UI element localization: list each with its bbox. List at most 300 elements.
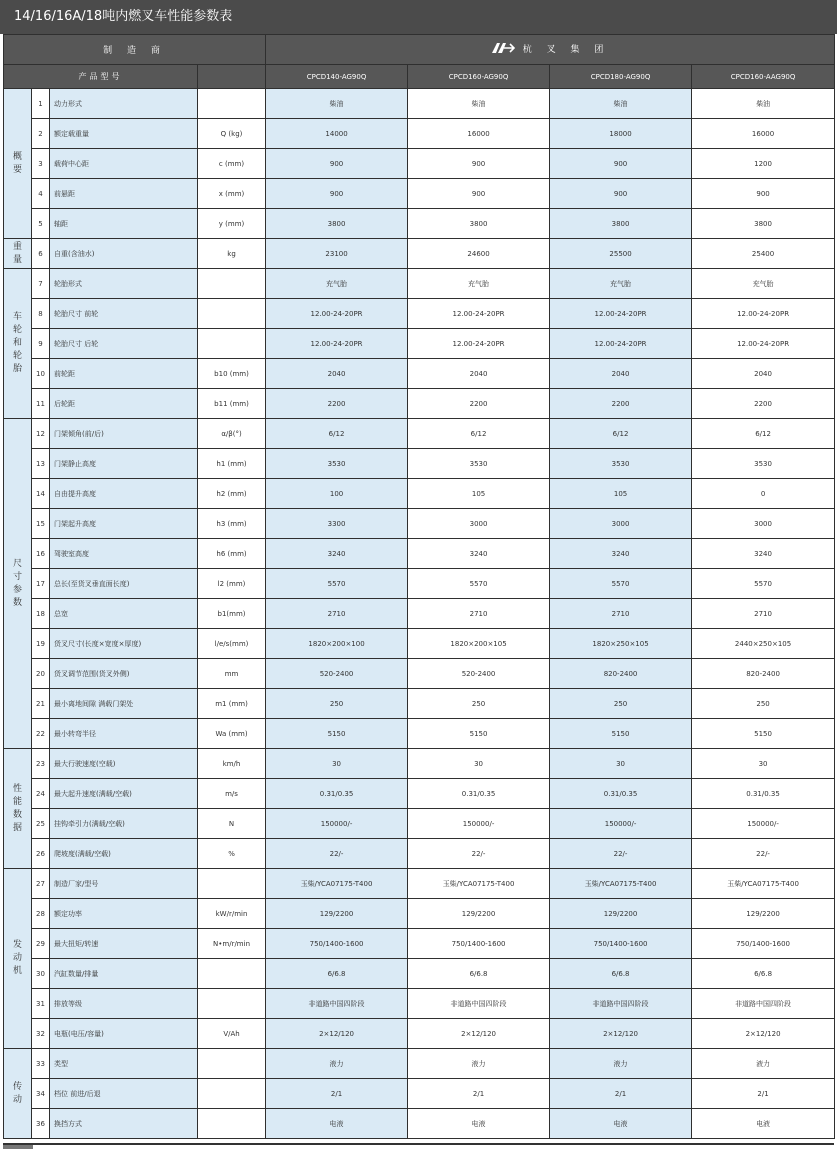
table-row: [4, 1079, 835, 1109]
param-value: 5570: [408, 569, 550, 599]
param-value: 3530: [692, 449, 835, 479]
param-name: 排放等级: [50, 989, 198, 1019]
table-row: [4, 329, 835, 359]
group-label: [4, 239, 32, 269]
table-row: [4, 1049, 835, 1079]
row-index: 26: [32, 839, 50, 869]
param-value: 25400: [692, 239, 835, 269]
param-unit: y (mm): [198, 209, 266, 239]
row-index: 29: [32, 929, 50, 959]
param-value: 12.00-24-20PR: [692, 329, 835, 359]
param-value: 900: [408, 179, 550, 209]
param-value: 900: [550, 149, 692, 179]
row-index: 36: [32, 1109, 50, 1139]
group-label-text: 尺寸参数: [12, 558, 22, 608]
param-value: 30: [408, 749, 550, 779]
table-row: [4, 149, 835, 179]
group-label: [4, 89, 32, 239]
param-value: 液力: [266, 1049, 408, 1079]
param-value: 6/6.8: [692, 959, 835, 989]
param-unit: Wa (mm): [198, 719, 266, 749]
brand-name: 杭 叉 集 团: [522, 44, 610, 55]
row-index: 21: [32, 689, 50, 719]
row-index: 6: [32, 239, 50, 269]
param-unit: kW/r/min: [198, 899, 266, 929]
param-value: 12.00-24-20PR: [692, 299, 835, 329]
param-value: 900: [266, 179, 408, 209]
model-name: CPCD180-AG90Q: [550, 65, 692, 89]
param-value: 6/12: [266, 419, 408, 449]
param-value: 105: [408, 479, 550, 509]
param-unit: [198, 89, 266, 119]
param-unit: [198, 329, 266, 359]
param-value: 30: [550, 749, 692, 779]
param-unit: %: [198, 839, 266, 869]
model-label: 产品型号: [4, 65, 198, 89]
param-name: 轮胎尺寸 前轮: [50, 299, 198, 329]
param-value: 750/1400-1600: [550, 929, 692, 959]
table-row: [4, 779, 835, 809]
row-index: 28: [32, 899, 50, 929]
param-name: 最大起升速度(满载/空载): [50, 779, 198, 809]
param-value: 12.00-24-20PR: [408, 329, 550, 359]
param-value: 2710: [692, 599, 835, 629]
param-value: 3800: [692, 209, 835, 239]
table-row: [4, 719, 835, 749]
param-value: 6/12: [550, 419, 692, 449]
row-index: 12: [32, 419, 50, 449]
table-row: [4, 389, 835, 419]
param-value: 150000/-: [550, 809, 692, 839]
param-name: 换挡方式: [50, 1109, 198, 1139]
table-row: [4, 929, 835, 959]
row-index: 19: [32, 629, 50, 659]
param-unit: Q (kg): [198, 119, 266, 149]
param-name: 总长(至货叉垂直面长度): [50, 569, 198, 599]
param-name: 档位 前进/后退: [50, 1079, 198, 1109]
param-value: 柴油: [550, 89, 692, 119]
row-index: 11: [32, 389, 50, 419]
param-name: 自重(含油水): [50, 239, 198, 269]
param-unit: c (mm): [198, 149, 266, 179]
spec-body: [4, 89, 835, 1139]
param-value: 2200: [550, 389, 692, 419]
param-value: 充气胎: [408, 269, 550, 299]
param-value: 非道路中国四阶段: [550, 989, 692, 1019]
param-value: 0.31/0.35: [408, 779, 550, 809]
row-index: 16: [32, 539, 50, 569]
param-value: 柴油: [692, 89, 835, 119]
param-name: 类型: [50, 1049, 198, 1079]
param-name: 轴距: [50, 209, 198, 239]
table-row: [4, 269, 835, 299]
table-row: [4, 509, 835, 539]
param-value: 12.00-24-20PR: [550, 299, 692, 329]
param-name: 门架静止高度: [50, 449, 198, 479]
row-index: 27: [32, 869, 50, 899]
param-unit: N•m/r/min: [198, 929, 266, 959]
param-value: 2710: [550, 599, 692, 629]
param-value: 充气胎: [266, 269, 408, 299]
table-row: [4, 179, 835, 209]
param-unit: h6 (mm): [198, 539, 266, 569]
table-row: [4, 119, 835, 149]
param-name: 自由提升高度: [50, 479, 198, 509]
table-row: [4, 569, 835, 599]
row-index: 9: [32, 329, 50, 359]
param-value: 5150: [408, 719, 550, 749]
group-label-text: 性能数据: [12, 783, 22, 833]
param-value: 充气胎: [550, 269, 692, 299]
param-value: 1200: [692, 149, 835, 179]
param-value: 玉柴/YCA07175-T400: [266, 869, 408, 899]
param-value: 3000: [550, 509, 692, 539]
table-row: [4, 299, 835, 329]
param-value: 6/12: [408, 419, 550, 449]
param-value: 22/-: [550, 839, 692, 869]
table-row: [4, 239, 835, 269]
param-value: 2×12/120: [266, 1019, 408, 1049]
table-row: [4, 899, 835, 929]
param-name: 制造厂家/型号: [50, 869, 198, 899]
param-value: 2×12/120: [692, 1019, 835, 1049]
param-name: 前悬距: [50, 179, 198, 209]
param-name: 驾驶室高度: [50, 539, 198, 569]
model-name: CPCD140-AG90Q: [266, 65, 408, 89]
row-index: 2: [32, 119, 50, 149]
param-name: 货叉尺寸(长度×宽度×厚度): [50, 629, 198, 659]
param-value: 520-2400: [408, 659, 550, 689]
param-value: 5150: [550, 719, 692, 749]
row-index: 5: [32, 209, 50, 239]
param-unit: x (mm): [198, 179, 266, 209]
table-row: [4, 749, 835, 779]
param-value: 105: [550, 479, 692, 509]
param-value: 6/6.8: [266, 959, 408, 989]
hangcha-logo-icon: [491, 42, 515, 54]
row-index: 8: [32, 299, 50, 329]
param-value: 3240: [266, 539, 408, 569]
table-row: [4, 659, 835, 689]
param-value: 22/-: [266, 839, 408, 869]
param-name: 后轮距: [50, 389, 198, 419]
param-value: 820-2400: [550, 659, 692, 689]
table-row: [4, 629, 835, 659]
param-unit: h3 (mm): [198, 509, 266, 539]
param-unit: h1 (mm): [198, 449, 266, 479]
param-name: 总宽: [50, 599, 198, 629]
table-row: [4, 89, 835, 119]
param-name: 挂钩牵引力(满载/空载): [50, 809, 198, 839]
param-value: 129/2200: [408, 899, 550, 929]
param-name: 货叉调节范围(货叉外侧): [50, 659, 198, 689]
param-unit: [198, 269, 266, 299]
param-value: 3240: [408, 539, 550, 569]
param-value: 2200: [266, 389, 408, 419]
param-value: 24600: [408, 239, 550, 269]
param-value: 12.00-24-20PR: [408, 299, 550, 329]
param-value: 16000: [408, 119, 550, 149]
param-value: 250: [550, 689, 692, 719]
param-value: 12.00-24-20PR: [266, 329, 408, 359]
param-value: 22/-: [408, 839, 550, 869]
row-index: 33: [32, 1049, 50, 1079]
param-value: 14000: [266, 119, 408, 149]
param-name: 最小离地间隙 满载门架处: [50, 689, 198, 719]
param-value: 2/1: [408, 1079, 550, 1109]
param-value: 2710: [266, 599, 408, 629]
param-unit: [198, 1049, 266, 1079]
row-index: 4: [32, 179, 50, 209]
table-row: [4, 1019, 835, 1049]
param-value: 250: [408, 689, 550, 719]
page-title: 14/16/16A/18吨内燃叉车性能参数表: [0, 0, 837, 34]
param-unit: [198, 989, 266, 1019]
row-index: 23: [32, 749, 50, 779]
param-value: 液力: [550, 1049, 692, 1079]
param-value: 0: [692, 479, 835, 509]
row-index: 22: [32, 719, 50, 749]
param-value: 22/-: [692, 839, 835, 869]
param-name: 额定功率: [50, 899, 198, 929]
param-unit: N: [198, 809, 266, 839]
param-value: 0.31/0.35: [266, 779, 408, 809]
param-value: 2440×250×105: [692, 629, 835, 659]
param-unit: b11 (mm): [198, 389, 266, 419]
param-value: 3000: [692, 509, 835, 539]
param-value: 750/1400-1600: [266, 929, 408, 959]
row-index: 30: [32, 959, 50, 989]
param-name: 动力形式: [50, 89, 198, 119]
param-value: 2×12/120: [550, 1019, 692, 1049]
param-value: 2/1: [692, 1079, 835, 1109]
row-index: 1: [32, 89, 50, 119]
param-name: 轮胎形式: [50, 269, 198, 299]
spec-table: [3, 34, 835, 1139]
param-value: 电液: [266, 1109, 408, 1139]
param-value: 3800: [408, 209, 550, 239]
row-index: 32: [32, 1019, 50, 1049]
param-value: 2/1: [266, 1079, 408, 1109]
param-name: 最小转弯半径: [50, 719, 198, 749]
param-value: 100: [266, 479, 408, 509]
param-value: 750/1400-1600: [692, 929, 835, 959]
table-row: [4, 449, 835, 479]
param-unit: b10 (mm): [198, 359, 266, 389]
param-name: 轮胎尺寸 后轮: [50, 329, 198, 359]
table-row: [4, 869, 835, 899]
group-label-text: 发动机: [12, 940, 22, 976]
param-value: 6/6.8: [550, 959, 692, 989]
row-index: 3: [32, 149, 50, 179]
param-value: 0.31/0.35: [550, 779, 692, 809]
param-unit: [198, 1109, 266, 1139]
param-value: 2×12/120: [408, 1019, 550, 1049]
table-row: [4, 599, 835, 629]
param-value: 液力: [408, 1049, 550, 1079]
param-value: 3240: [550, 539, 692, 569]
param-value: 5150: [266, 719, 408, 749]
param-value: 玉柴/YCA07175-T400: [692, 869, 835, 899]
param-value: 150000/-: [408, 809, 550, 839]
row-index: 20: [32, 659, 50, 689]
param-value: 3530: [408, 449, 550, 479]
param-value: 3530: [550, 449, 692, 479]
param-value: 2040: [550, 359, 692, 389]
group-label-text: 重量: [12, 241, 22, 265]
unit-header: [198, 65, 266, 89]
param-value: 30: [692, 749, 835, 779]
group-label: [4, 869, 32, 1049]
param-unit: [198, 959, 266, 989]
param-value: 3530: [266, 449, 408, 479]
param-value: 820-2400: [692, 659, 835, 689]
manufacturer-row: [4, 35, 835, 65]
manufacturer-label: 制 造 商: [4, 35, 266, 65]
group-label-text: 概要: [12, 151, 22, 175]
param-value: 18000: [550, 119, 692, 149]
param-value: 12.00-24-20PR: [550, 329, 692, 359]
row-index: 13: [32, 449, 50, 479]
brand-cell: [266, 35, 835, 65]
param-value: 2200: [692, 389, 835, 419]
param-value: 2040: [408, 359, 550, 389]
param-value: 柴油: [266, 89, 408, 119]
param-value: 2040: [692, 359, 835, 389]
param-value: 129/2200: [550, 899, 692, 929]
table-row: [4, 209, 835, 239]
model-name: CPCD160-AG90Q: [408, 65, 550, 89]
param-value: 16000: [692, 119, 835, 149]
param-value: 129/2200: [692, 899, 835, 929]
row-index: 34: [32, 1079, 50, 1109]
param-unit: V/Ah: [198, 1019, 266, 1049]
param-value: 250: [266, 689, 408, 719]
param-value: 5570: [266, 569, 408, 599]
group-label: [4, 419, 32, 749]
param-value: 1820×200×100: [266, 629, 408, 659]
param-value: 900: [550, 179, 692, 209]
row-index: 25: [32, 809, 50, 839]
param-value: 750/1400-1600: [408, 929, 550, 959]
param-value: 12.00-24-20PR: [266, 299, 408, 329]
param-name: 额定载重量: [50, 119, 198, 149]
param-value: 2040: [266, 359, 408, 389]
param-value: 5150: [692, 719, 835, 749]
param-value: 非道路中国四阶段: [266, 989, 408, 1019]
table-row: [4, 359, 835, 389]
param-value: 900: [692, 179, 835, 209]
param-value: 液力: [692, 1049, 835, 1079]
param-value: 充气胎: [692, 269, 835, 299]
param-value: 3800: [266, 209, 408, 239]
param-value: 5570: [550, 569, 692, 599]
group-label: [4, 269, 32, 419]
table-row: [4, 479, 835, 509]
param-value: 玉柴/YCA07175-T400: [550, 869, 692, 899]
param-value: 5570: [692, 569, 835, 599]
param-unit: mm: [198, 659, 266, 689]
param-value: 电液: [692, 1109, 835, 1139]
param-value: 电液: [550, 1109, 692, 1139]
param-value: 1820×200×105: [408, 629, 550, 659]
param-name: 门架倾角(前/后): [50, 419, 198, 449]
row-index: 10: [32, 359, 50, 389]
param-name: 载荷中心距: [50, 149, 198, 179]
param-value: 250: [692, 689, 835, 719]
param-value: 非道路中国四阶段: [692, 989, 835, 1019]
row-index: 17: [32, 569, 50, 599]
param-value: 非道路中国四阶段: [408, 989, 550, 1019]
param-value: 2200: [408, 389, 550, 419]
param-unit: l/e/s(mm): [198, 629, 266, 659]
param-unit: m1 (mm): [198, 689, 266, 719]
param-name: 汽缸数量/排量: [50, 959, 198, 989]
param-unit: kg: [198, 239, 266, 269]
group-label: [4, 749, 32, 869]
param-value: 2710: [408, 599, 550, 629]
param-unit: l2 (mm): [198, 569, 266, 599]
param-value: 900: [266, 149, 408, 179]
param-value: 30: [266, 749, 408, 779]
row-index: 24: [32, 779, 50, 809]
param-value: 3000: [408, 509, 550, 539]
row-index: 31: [32, 989, 50, 1019]
table-row: [4, 1109, 835, 1139]
param-value: 3800: [550, 209, 692, 239]
param-name: 爬坡度(满载/空载): [50, 839, 198, 869]
model-row: [4, 65, 835, 89]
table-row: [4, 809, 835, 839]
param-value: 0.31/0.35: [692, 779, 835, 809]
bottom-rule: [3, 1143, 834, 1145]
brand: [491, 42, 610, 55]
param-value: 520-2400: [266, 659, 408, 689]
param-value: 25500: [550, 239, 692, 269]
param-value: 900: [408, 149, 550, 179]
param-unit: m/s: [198, 779, 266, 809]
param-unit: h2 (mm): [198, 479, 266, 509]
table-row: [4, 419, 835, 449]
table-row: [4, 959, 835, 989]
group-label-text: 车轮和轮胎: [12, 312, 22, 374]
table-row: [4, 539, 835, 569]
param-name: 门架起升高度: [50, 509, 198, 539]
group-label: [4, 1049, 32, 1139]
param-value: 150000/-: [692, 809, 835, 839]
param-value: 6/12: [692, 419, 835, 449]
param-unit: [198, 869, 266, 899]
param-name: 最大扭矩/转速: [50, 929, 198, 959]
param-unit: km/h: [198, 749, 266, 779]
table-row: [4, 689, 835, 719]
param-value: 6/6.8: [408, 959, 550, 989]
row-index: 15: [32, 509, 50, 539]
group-label-text: 传动: [12, 1081, 22, 1105]
param-value: 129/2200: [266, 899, 408, 929]
bottom-tab: [3, 1145, 33, 1149]
param-name: 前轮距: [50, 359, 198, 389]
param-value: 3300: [266, 509, 408, 539]
param-unit: [198, 1079, 266, 1109]
table-row: [4, 839, 835, 869]
param-value: 柴油: [408, 89, 550, 119]
param-value: 150000/-: [266, 809, 408, 839]
row-index: 18: [32, 599, 50, 629]
model-name: CPCD160-AAG90Q: [692, 65, 835, 89]
param-value: 23100: [266, 239, 408, 269]
param-name: 电瓶(电压/容量): [50, 1019, 198, 1049]
